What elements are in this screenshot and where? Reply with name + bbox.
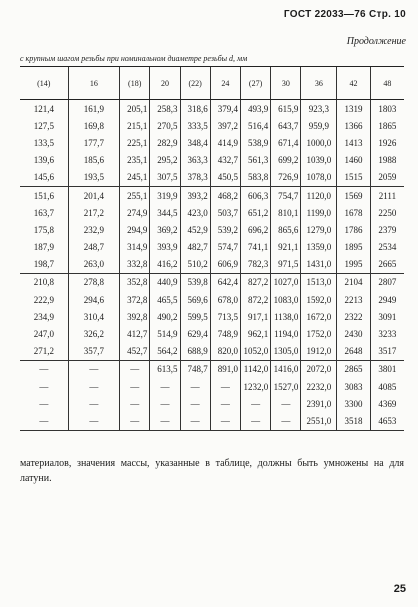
page-number: 25 [393,583,406,595]
table-cell: 465,5 [150,291,180,308]
table-cell: 332,8 [120,256,150,274]
table-cell: 539,2 [210,221,240,238]
table-cell: 1513,0 [301,273,337,291]
table-cell: 2648 [337,343,371,361]
table-cell: 319,9 [150,186,180,204]
table-cell: — [39,364,49,375]
table-cell: 378,3 [180,169,210,187]
table-cell: 1194,0 [271,325,301,342]
table-cell: 2213 [337,291,371,308]
table-cell: 688,9 [180,343,210,361]
table-cell: 1000,0 [301,134,337,151]
table-cell: 247,0 [33,329,54,340]
table-cell: 3517 [370,343,404,361]
table-cell: — [120,412,150,430]
table-cell: 1279,0 [301,221,337,238]
table-cell: 201,4 [68,186,119,204]
table-cell: 344,5 [150,204,180,221]
table-row [20,395,404,412]
table-cell: 569,6 [180,291,210,308]
table-cell: 1366 [337,117,371,134]
table-cell: 414,9 [210,134,240,151]
table-cell: 412,7 [120,325,150,342]
table-cell: 1988 [370,152,404,169]
table-cell: 222,9 [33,294,54,305]
table-cell: 333,5 [180,117,210,134]
table-cell: 642,4 [210,273,240,291]
table-cell: 245,1 [120,169,150,187]
table-cell: 606,9 [210,256,240,274]
table-row [20,325,404,342]
table-row [20,378,404,395]
table-cell: — [68,360,119,378]
thread-mass-table [20,66,404,431]
table-cell: 643,7 [271,117,301,134]
table-row [20,134,404,151]
table-cell: 278,8 [68,273,119,291]
table-cell: 923,3 [301,100,337,118]
table-cell: 1672,0 [301,308,337,325]
table-cell: 1895 [337,239,371,256]
table-cell: 4085 [370,378,404,395]
table-row [20,343,404,361]
column-header: 48 [370,67,404,100]
table-cell: — [271,412,301,430]
table-cell: 490,2 [150,308,180,325]
table-cell: 133,5 [33,137,54,148]
table-cell: 161,9 [68,100,119,118]
table-cell: 482,7 [180,239,210,256]
footnote: материалов, значения массы, указанные в таблице, должны быть умножены на для латуни. [20,458,404,484]
table-cell: 3083 [337,378,371,395]
table-row [20,100,404,118]
table-cell: — [68,412,119,430]
column-header: (14) [20,67,68,100]
table-cell: 1078,0 [301,169,337,187]
table-cell: 2072,0 [301,360,337,378]
table-cell: 493,9 [240,100,270,118]
table-cell: 175,8 [33,224,54,235]
table-cell: 1786 [337,221,371,238]
table-cell: 615,9 [271,100,301,118]
table-cell: 574,7 [210,239,240,256]
table-row [20,204,404,221]
table-cell: 713,5 [210,308,240,325]
table-cell: 583,8 [240,169,270,187]
table-cell: 564,2 [150,343,180,361]
table-cell: — [68,395,119,412]
table-cell: 145,6 [20,169,68,187]
table-cell: 294,6 [68,291,119,308]
table-cell: 891,0 [210,360,240,378]
table-cell: — [150,395,180,412]
table-cell: 121,4 [33,103,54,114]
table-cell: 2379 [370,221,404,238]
table-header-row [20,67,404,100]
table-cell: 971,5 [271,256,301,274]
table-cell: 1120,0 [301,186,337,204]
table-cell: 169,8 [68,117,119,134]
column-header: 30 [271,67,301,100]
table-cell: 1592,0 [301,291,337,308]
table-cell: 1527,0 [271,378,301,395]
table-row [20,169,404,187]
table-cell: 1232,0 [240,378,270,395]
table-cell: 352,8 [120,273,150,291]
table-cell: — [240,395,270,412]
table-cell: 1803 [370,100,404,118]
table-cell: 326,2 [68,325,119,342]
table-cell: 379,4 [210,100,240,118]
table-cell: 282,9 [150,134,180,151]
table-cell: 217,2 [68,204,119,221]
table-cell: 748,9 [210,325,240,342]
table-cell: 827,2 [240,273,270,291]
table-cell: 2865 [337,360,371,378]
table-cell: 741,1 [240,239,270,256]
table-cell: 452,9 [180,221,210,238]
table-row [20,239,404,256]
table-cell: 393,2 [180,186,210,204]
table-cell: 295,2 [150,152,180,169]
table-cell: 1319 [337,100,371,118]
table-cell: 310,4 [68,308,119,325]
table-row [20,412,404,430]
column-header: (18) [120,67,150,100]
table-cell: 1199,0 [301,204,337,221]
table-cell: — [180,412,210,430]
table-cell: 2232,0 [301,378,337,395]
column-header: 16 [68,67,119,100]
table-cell: 1678 [337,204,371,221]
table-cell: 198,7 [20,256,68,274]
table-cell: 810,1 [271,204,301,221]
table-cell: 1413 [337,134,371,151]
table-cell: 2250 [370,204,404,221]
table-cell: 606,3 [240,186,270,204]
table-cell: 210,8 [33,277,54,288]
table-cell: — [210,412,240,430]
table-cell: 314,9 [120,239,150,256]
table-cell: 538,9 [240,134,270,151]
table-cell: 872,2 [240,291,270,308]
table-cell: 4653 [370,412,404,430]
table-cell: 258,3 [150,100,180,118]
table-cell: 232,9 [68,221,119,238]
table-row [20,117,404,134]
table-cell: 3233 [370,325,404,342]
table-cell: 271,2 [20,343,68,361]
table-cell: 1460 [337,152,371,169]
table-cell: — [120,360,150,378]
table-cell: 274,9 [120,204,150,221]
table-cell: — [180,395,210,412]
table-cell: — [271,395,301,412]
table-cell: 177,7 [68,134,119,151]
table-cell: 671,4 [271,134,301,151]
table-cell: 294,9 [120,221,150,238]
table-cell: 3300 [337,395,371,412]
table-cell: 2391,0 [301,395,337,412]
table-cell: 699,2 [271,152,301,169]
table-cell: 151,6 [33,190,54,201]
table-cell: 235,1 [120,152,150,169]
table-cell: 1752,0 [301,325,337,342]
table-cell: — [120,378,150,395]
table-cell: 393,9 [150,239,180,256]
table-cell: 369,2 [150,221,180,238]
table-cell: 372,8 [120,291,150,308]
table-cell: 1359,0 [301,239,337,256]
table-cell: 1912,0 [301,343,337,361]
table-cell: 2059 [370,169,404,187]
table-cell: 1305,0 [271,343,301,361]
table-cell: 1515 [337,169,371,187]
table-cell: 450,5 [210,169,240,187]
table-cell: 3518 [337,412,371,430]
table-cell: 678,0 [210,291,240,308]
table-cell: 234,9 [33,311,54,322]
table-cell: 696,2 [240,221,270,238]
table-cell: 2534 [370,239,404,256]
table-cell: 163,7 [33,207,54,218]
table-cell: 1865 [370,117,404,134]
table-cell: 613,5 [150,360,180,378]
table-cell: 348,4 [180,134,210,151]
table-row [20,256,404,274]
table-row [20,291,404,308]
table-cell: 2104 [337,273,371,291]
table-cell: 962,1 [240,325,270,342]
table-cell: 139,6 [33,155,54,166]
column-header: 42 [337,67,371,100]
table-cell: 255,1 [120,186,150,204]
table-cell: 215,1 [120,117,150,134]
table-cell: 270,5 [150,117,180,134]
table-cell: 397,2 [210,117,240,134]
table-cell: 432,7 [210,152,240,169]
table-cell: 185,6 [68,152,119,169]
column-header: (27) [240,67,270,100]
table-cell: 510,2 [180,256,210,274]
table-row [20,152,404,169]
table-cell: 225,1 [120,134,150,151]
table-cell: 782,3 [240,256,270,274]
table-cell: 2111 [370,186,404,204]
table-cell: 468,2 [210,186,240,204]
table-caption: с крупным шагом резьбы при номинальном диаметре резьбы d, мм [20,54,248,63]
table-cell: — [210,395,240,412]
table-cell: 440,9 [150,273,180,291]
table-cell: 539,8 [180,273,210,291]
table-cell: 2807 [370,273,404,291]
table-row [20,273,404,291]
table-cell: 3801 [370,360,404,378]
table-cell: — [68,378,119,395]
table-cell: 248,7 [68,239,119,256]
table-cell: 748,7 [180,360,210,378]
table-cell: 193,5 [68,169,119,187]
table-cell: — [39,381,49,392]
table-cell: 629,4 [180,325,210,342]
table-cell: 1027,0 [271,273,301,291]
table-cell: 1052,0 [240,343,270,361]
table-cell: 357,7 [68,343,119,361]
table-cell: 561,3 [240,152,270,169]
table-cell: 820,0 [210,343,240,361]
column-header: 20 [150,67,180,100]
page-header: ГОСТ 22033—76 Стр. 10 [283,9,406,20]
table-cell: 3091 [370,308,404,325]
table-cell: — [180,378,210,395]
table-cell: 1926 [370,134,404,151]
table-cell: 599,5 [180,308,210,325]
table-cell: 363,3 [180,152,210,169]
continuation-label: Продолжение [346,36,406,47]
table-cell: 2665 [370,256,404,274]
table-cell: — [210,378,240,395]
table-cell: 651,2 [240,204,270,221]
table-row [20,360,404,378]
table-cell: 318,6 [180,100,210,118]
table-cell: — [20,412,68,430]
table-cell: 423,0 [180,204,210,221]
table-row [20,308,404,325]
table-cell: 959,9 [301,117,337,134]
table-cell: 917,1 [240,308,270,325]
table-cell: 2949 [370,291,404,308]
table-cell: 754,7 [271,186,301,204]
table-cell: 514,9 [150,325,180,342]
table-cell: — [39,398,49,409]
column-header: 24 [210,67,240,100]
table-cell: 1416,0 [271,360,301,378]
table-cell: 4369 [370,395,404,412]
table-cell: 2551,0 [301,412,337,430]
table-row [20,221,404,238]
table-body [20,100,404,431]
column-header: 36 [301,67,337,100]
table-cell: 726,9 [271,169,301,187]
table-cell: 452,7 [120,343,150,361]
table-cell: 1138,0 [271,308,301,325]
table-cell: 2322 [337,308,371,325]
table-cell: 1142,0 [240,360,270,378]
table-cell: 921,1 [271,239,301,256]
table-cell: 263,0 [68,256,119,274]
table-cell: 503,7 [210,204,240,221]
table-cell: 127,5 [33,120,54,131]
table-cell: 865,6 [271,221,301,238]
table-cell: 1995 [337,256,371,274]
table-cell: 392,8 [120,308,150,325]
table-cell: 307,5 [150,169,180,187]
table-cell: 187,9 [33,242,54,253]
table-cell: — [240,412,270,430]
table-cell: 1569 [337,186,371,204]
table-cell: — [150,378,180,395]
table-cell: — [120,395,150,412]
table-cell: 1431,0 [301,256,337,274]
table-cell: — [150,412,180,430]
table-cell: 416,2 [150,256,180,274]
column-header: (22) [180,67,210,100]
table-cell: 1039,0 [301,152,337,169]
table-cell: 1083,0 [271,291,301,308]
table-cell: 516,4 [240,117,270,134]
table-cell: 2430 [337,325,371,342]
table-cell: 205,1 [120,100,150,118]
table-row [20,186,404,204]
